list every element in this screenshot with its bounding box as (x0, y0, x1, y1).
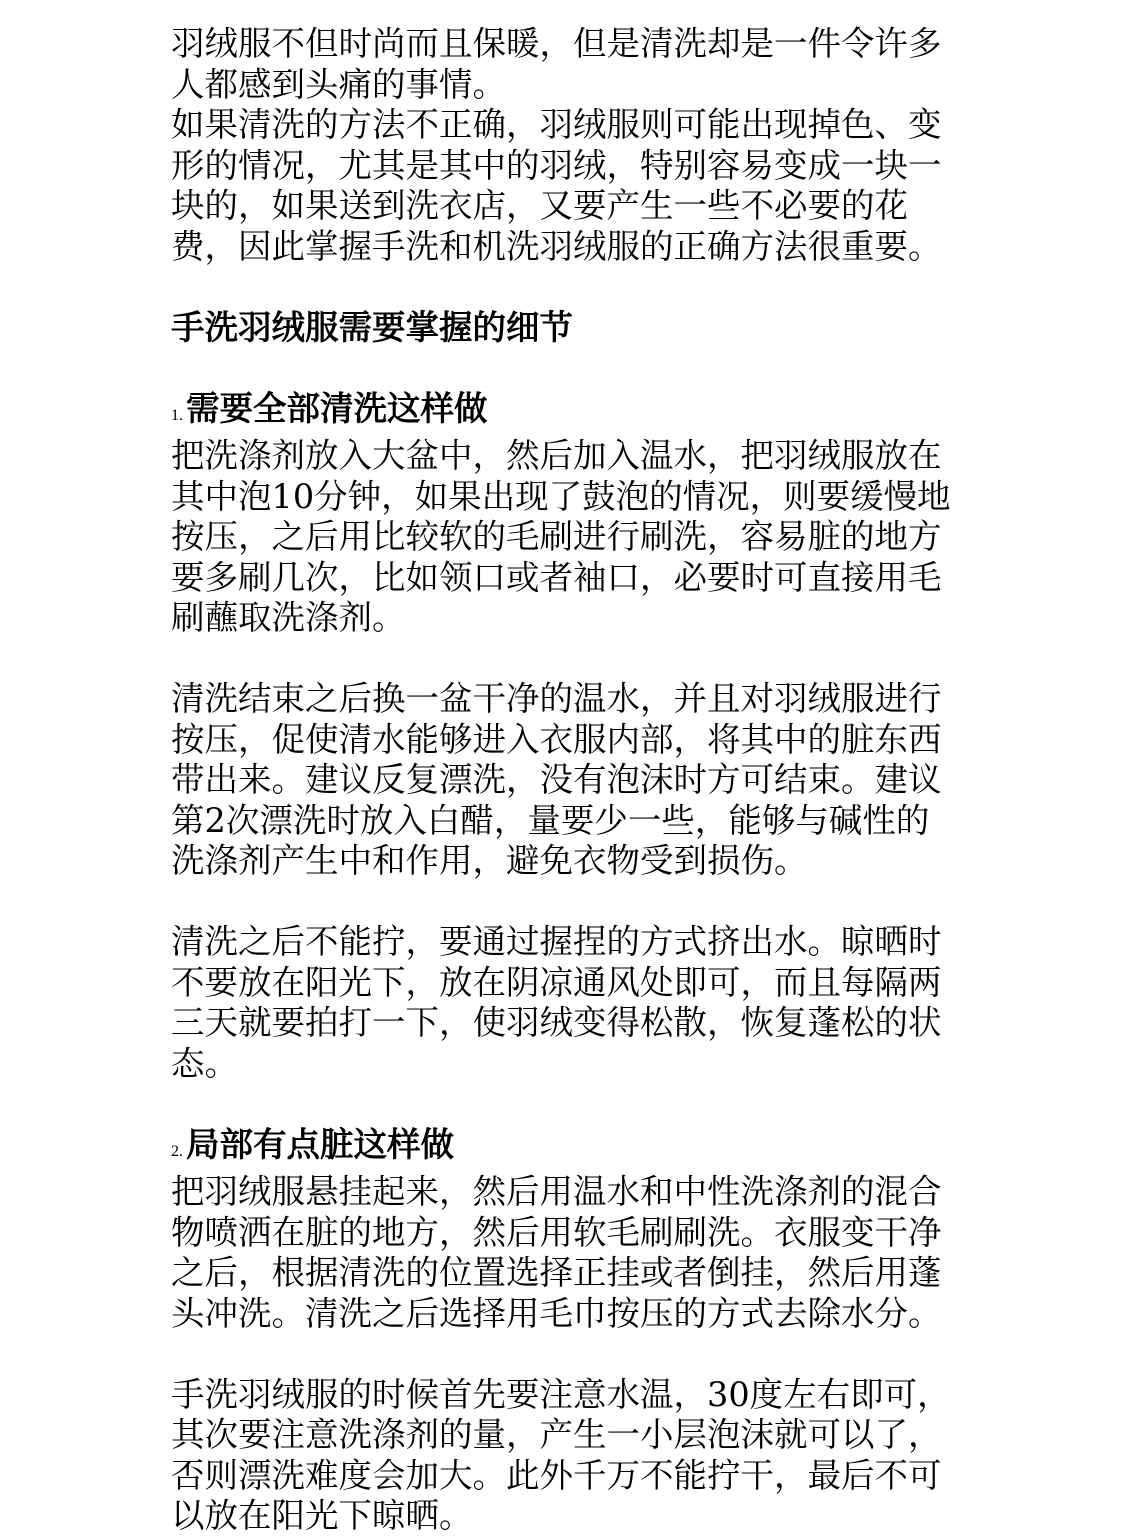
section-2-heading-line (171, 1125, 961, 1173)
section-2-heading (171, 1125, 961, 1173)
spacer (171, 639, 961, 680)
text-line: 否则漂洗难度会加大。此外千万不能拧干，最后不可 (171, 1455, 942, 1495)
section-1-heading-line (171, 389, 961, 437)
text-line: 把洗涤剂放入大盆中，然后加入温水，把羽绒服放在 (171, 436, 942, 475)
text-line: 要多刷几次，比如领口或者袖口，必要时可直接用毛 (171, 557, 942, 597)
text-line: 清洗结束之后换一盆干净的温水，并且对羽绒服进行 (171, 679, 942, 718)
main-heading-text: 手洗羽绒服需要掌握的细节 (171, 307, 573, 347)
text-line: 按压，促使清水能够进入衣服内部，将其中的脏东西 (171, 719, 942, 759)
text-line: 清洗之后不能拧，要通过握捏的方式挤出水。晾晒时 (171, 922, 942, 961)
section-1-paragraph-3 (171, 922, 961, 1084)
text-line: 把羽绒服悬挂起来，然后用温水和中性洗涤剂的混合 (171, 1172, 942, 1211)
section-2-title: 局部有点脏这样做 (186, 1124, 454, 1164)
text-line: 羽绒服不但时尚而且保暖，但是清洗却是一件令许多 (171, 24, 942, 63)
text-line: 洗涤剂产生中和作用，避免衣物受到损伤。 (171, 841, 808, 880)
text-line: 形的情况，尤其是其中的羽绒，特别容易变成一块一 (171, 145, 942, 185)
text-line: 如果清洗的方法不正确，羽绒服则可能出现掉色、变 (171, 105, 942, 144)
text-line: 三天就要拍打一下，使羽绒变得松散，恢复蓬松的状 (171, 1003, 942, 1042)
intro-paragraph (171, 24, 961, 267)
text-line: 物喷洒在脏的地方，然后用软毛刷刷洗。衣服变干净 (171, 1212, 942, 1252)
text-line: 第2次漂洗时放入白醋，量要少一些，能够与碱性的 (171, 800, 930, 840)
section-1-heading (171, 389, 961, 437)
spacer (171, 882, 961, 923)
main-heading (171, 308, 961, 349)
spacer (171, 1084, 961, 1125)
section-1-paragraph-2 (171, 679, 961, 882)
closing-paragraph (171, 1375, 961, 1537)
text-line: 带出来。建议反复漂洗，没有泡沫时方可结束。建议 (171, 760, 942, 799)
spacer (171, 348, 961, 389)
text-line: 费，因此掌握手洗和机洗羽绒服的正确方法很重要。 (171, 226, 942, 266)
text-line: 按压，之后用比较软的毛刷进行刷洗，容易脏的地方 (171, 517, 942, 556)
text-line: 刷蘸取洗涤剂。 (171, 598, 406, 637)
text-line: 其次要注意洗涤剂的量，产生一小层泡沫就可以了， (171, 1415, 942, 1454)
text-line: 人都感到头痛的事情。 (171, 64, 506, 104)
section-2-paragraph-1 (171, 1172, 961, 1334)
spacer (171, 1334, 961, 1375)
text-line: 之后，根据清洗的位置选择正挂或者倒挂，然后用蓬 (171, 1253, 942, 1292)
section-1-title: 需要全部清洗这样做 (186, 388, 488, 428)
text-line: 态。 (171, 1043, 238, 1083)
text-line: 头冲洗。清洗之后选择用毛巾按压的方式去除水分。 (171, 1293, 942, 1333)
section-1-number: 1. (171, 406, 183, 424)
text-line: 手洗羽绒服的时候首先要注意水温，30度左右即可， (171, 1374, 951, 1414)
text-line: 块的，如果送到洗衣店，又要产生一些不必要的花 (171, 186, 908, 225)
section-2-number: 2. (171, 1142, 183, 1160)
text-line: 其中泡10分钟，如果出现了鼓泡的情况，则要缓慢地 (171, 476, 951, 516)
text-line: 不要放在阳光下，放在阴凉通风处即可，而且每隔两 (171, 962, 942, 1002)
spacer (171, 267, 961, 308)
section-1-paragraph-1 (171, 436, 961, 639)
article (171, 24, 961, 1537)
text-line: 以放在阳光下晾晒。 (171, 1496, 473, 1535)
